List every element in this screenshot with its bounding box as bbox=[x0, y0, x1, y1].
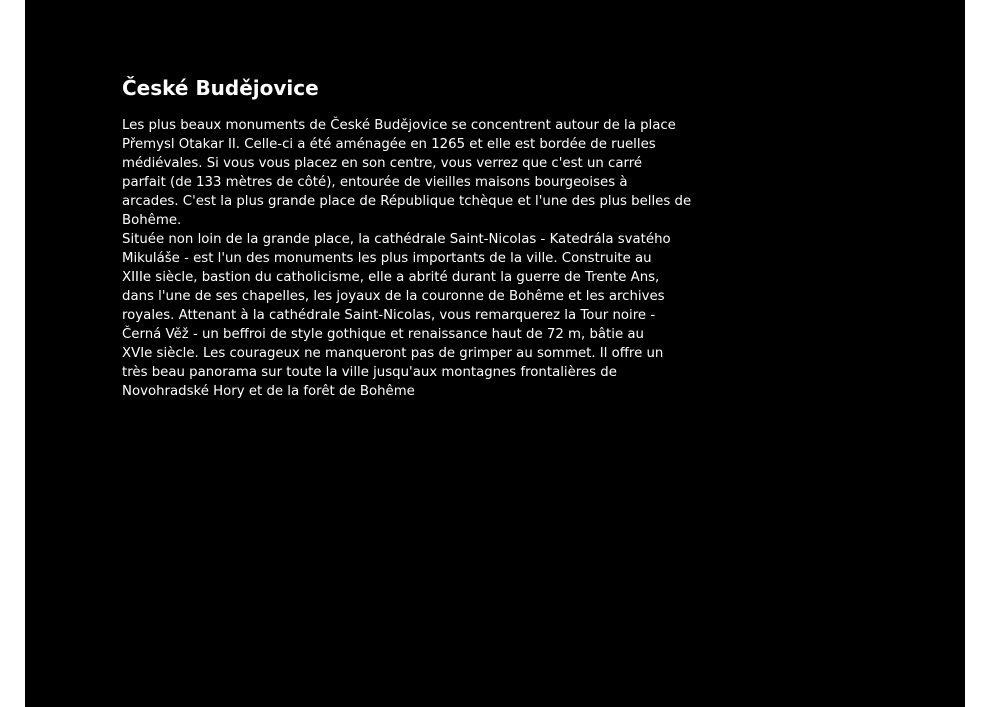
text-line: Přemysl Otakar II. Celle-ci a été aménagée en 1265 et elle est bordée de ruelles bbox=[122, 137, 656, 152]
text-line: Mikuláše - est l'un des monuments les plus importants de la ville. Construite au bbox=[122, 251, 652, 266]
slide-page bbox=[25, 0, 965, 707]
text-line: médiévales. Si vous vous placez en son centre, vous verrez que c'est un carré bbox=[122, 156, 643, 171]
text-line: royales. Attenant à la cathédrale Saint-Nicolas, vous remarquerez la Tour noire - bbox=[122, 308, 656, 323]
text-line: Bohême. bbox=[122, 213, 182, 228]
text-line: XIIIe siècle, bastion du catholicisme, elle a abrité durant la guerre de Trente Ans, bbox=[122, 270, 660, 285]
text-line: Les plus beaux monuments de České Budějovice se concentrent autour de la place bbox=[122, 118, 676, 133]
page-title: České Budějovice bbox=[122, 76, 319, 100]
text-line: XVIe siècle. Les courageux ne manqueront pas de grimper au sommet. Il offre un bbox=[122, 346, 664, 361]
text-line: parfait (de 133 mètres de côté), entourée de vieilles maisons bourgeoises à bbox=[122, 175, 628, 190]
text-line: Černá Věž - un beffroi de style gothique et renaissance haut de 72 m, bâtie au bbox=[122, 327, 644, 342]
text-line: arcades. C'est la plus grande place de République tchèque et l'une des plus belles de bbox=[122, 194, 692, 209]
text-line: dans l'une de ses chapelles, les joyaux de la couronne de Bohême et les archives bbox=[122, 289, 665, 304]
text-line: Novohradské Hory et de la forêt de Bohême bbox=[122, 384, 415, 399]
text-line: très beau panorama sur toute la ville jusqu'aux montagnes frontalières de bbox=[122, 365, 617, 380]
body-text bbox=[122, 116, 702, 401]
text-line: Située non loin de la grande place, la cathédrale Saint-Nicolas - Katedrála svatého bbox=[122, 232, 671, 247]
